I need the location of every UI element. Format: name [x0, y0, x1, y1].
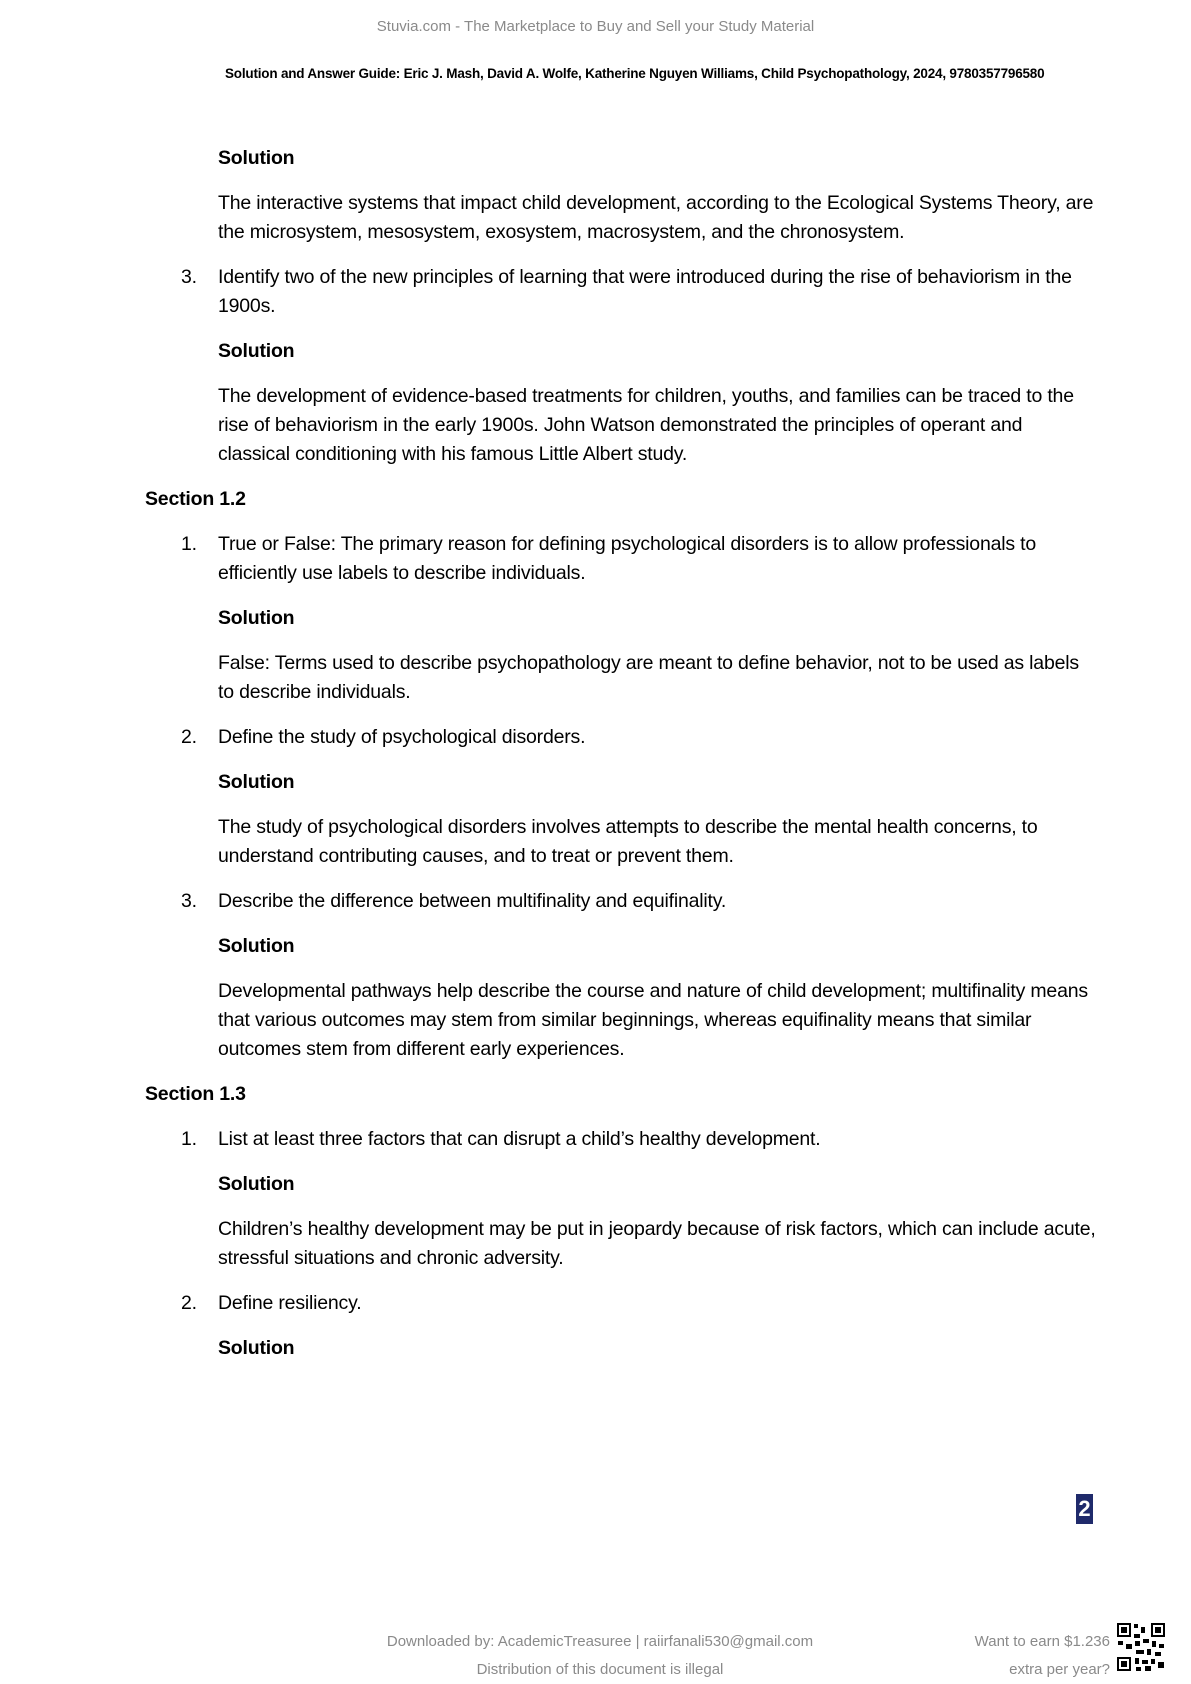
earn-promo-link[interactable] [925, 1628, 1110, 1684]
earn-promo-line1: Want to earn $1.236 [974, 1633, 1110, 1650]
question-number: 2. [181, 1292, 197, 1314]
solution-text: False: Terms used to describe psychopathology are meant to define behavior, not to be used as labels to describe individuals. [218, 652, 1079, 703]
footer-download-info [340, 1628, 860, 1684]
solution-text: The study of psychological disorders involves attempts to describe the mental health concerns, to understand contributing causes, and to treat or prevent them. [218, 816, 1038, 867]
question-item [181, 263, 1098, 469]
solution-label: Solution [218, 771, 295, 793]
solution-text: The interactive systems that impact child development, according to the Ecological Systems Theory, are the microsystem, mesosystem, exosystem, macrosystem, and the chronosystem. [218, 192, 1094, 243]
solution-block-prev [218, 144, 1098, 247]
footer-distribution-notice: Distribution of this document is illegal [476, 1661, 724, 1678]
question-item [181, 530, 1098, 707]
question-number: 2. [181, 726, 197, 748]
footer-downloaded-by: Downloaded by: AcademicTreasuree | raiirfanali530@gmail.com [386, 1633, 814, 1650]
question-text: True or False: The primary reason for defining psychological disorders is to allow professionals to efficiently use labels to describe individuals. [218, 533, 1037, 584]
page-content [0, 144, 1191, 1379]
question-item [181, 723, 1098, 871]
solution-label: Solution [218, 147, 295, 169]
question-text: List at least three factors that can disrupt a child’s healthy development. [218, 1128, 821, 1150]
question-item [181, 887, 1098, 1064]
stuvia-watermark: Stuvia.com - The Marketplace to Buy and Sell your Study Material [376, 18, 815, 35]
solution-label: Solution [218, 340, 295, 362]
question-number: 3. [181, 890, 197, 912]
question-number: 3. [181, 266, 197, 288]
qr-code-icon[interactable] [1116, 1622, 1166, 1672]
question-text: Define resiliency. [218, 1292, 362, 1314]
question-item [181, 1125, 1098, 1273]
question-text: Define the study of psychological disorders. [218, 726, 586, 748]
question-text: Identify two of the new principles of learning that were introduced during the rise of behaviorism in the 1900s. [218, 266, 1072, 317]
solution-label: Solution [218, 935, 295, 957]
question-number: 1. [181, 533, 197, 555]
solution-label: Solution [218, 607, 295, 629]
section-heading: Section 1.3 [145, 1083, 246, 1105]
section-heading: Section 1.2 [145, 488, 246, 510]
solution-text: The development of evidence-based treatments for children, youths, and families can be traced to the rise of behaviorism in the early 1900s. John Watson demonstrated the principles of operant and classical conditioning with his famous Little Albert study. [218, 385, 1074, 465]
page-number: 2 [1076, 1494, 1093, 1524]
solution-text: Children’s healthy development may be put in jeopardy because of risk factors, which can include acute, stressful situations and chronic adversity. [218, 1218, 1096, 1269]
question-text: Describe the difference between multifinality and equifinality. [218, 890, 727, 912]
solution-label: Solution [218, 1173, 295, 1195]
solution-text: Developmental pathways help describe the course and nature of child development; multifinality means that various outcomes may stem from similar beginnings, whereas equifinality means that similar outcomes stem from different early experiences. [218, 980, 1088, 1060]
question-item [181, 1289, 1098, 1363]
document-header: Solution and Answer Guide: Eric J. Mash, David A. Wolfe, Katherine Nguyen Williams, Child Psychopathology, 2024, 9780357796580 [225, 66, 1045, 81]
earn-promo-line2: extra per year? [1009, 1661, 1110, 1678]
question-number: 1. [181, 1128, 197, 1150]
solution-label: Solution [218, 1337, 295, 1359]
